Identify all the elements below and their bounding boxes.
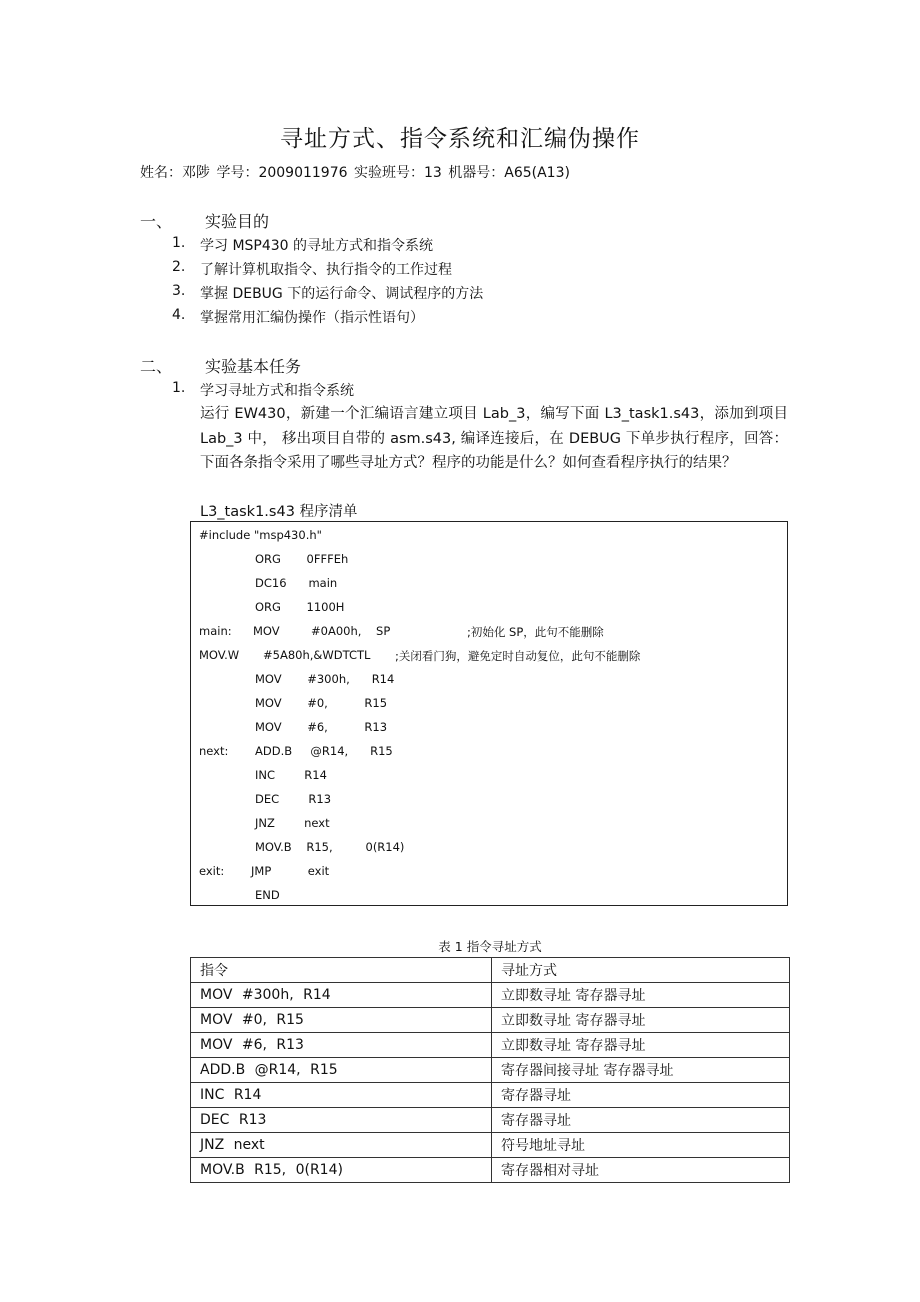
code-line: DEC R13 xyxy=(255,792,332,806)
code-line: JNZ next xyxy=(255,816,330,830)
listing-label: L3_task1.s43 程序清单 xyxy=(200,504,358,520)
list-item xyxy=(0,235,920,255)
table-cell: INC R14 xyxy=(191,1083,492,1108)
table-row xyxy=(191,1058,790,1083)
code-comment: ;初始化 SP，此句不能删除 xyxy=(467,625,604,639)
table-cell: 寄存器间接寻址 寄存器寻址 xyxy=(492,1058,790,1083)
code-line: MOV #0, R15 xyxy=(255,696,388,710)
code-line: ORG 0FFFEh xyxy=(255,552,349,566)
table-caption: 表 1 指令寻址方式 xyxy=(438,939,542,954)
code-line: JMP exit xyxy=(251,864,330,878)
table-cell: 寄存器寻址 xyxy=(492,1083,790,1108)
code-line: MOV xyxy=(253,624,280,638)
student-info: 姓名：邓陟 学号：2009011976 实验班号：13 机器号：A65(A13) xyxy=(140,165,570,181)
code-line: MOV #6, R13 xyxy=(255,720,388,734)
code-line: ORG 1100H xyxy=(255,600,345,614)
table-cell: 寄存器寻址 xyxy=(492,1108,790,1133)
section-2-title: 实验基本任务 xyxy=(205,357,302,376)
list-item-text: 掌握 DEBUG 下的运行命令、调试程序的方法 xyxy=(200,286,484,302)
code-line: END xyxy=(255,888,280,902)
table-header-cell: 指令 xyxy=(191,958,492,983)
table-cell: MOV.B R15, 0(R14) xyxy=(191,1158,492,1183)
table-header-row xyxy=(191,958,790,983)
addressing-mode-table xyxy=(190,957,790,1183)
code-line: MOV.W xyxy=(199,648,240,662)
table-row xyxy=(191,1108,790,1133)
list-item-text: 学习寻址方式和指令系统 xyxy=(200,383,354,399)
code-line: MOV #300h, R14 xyxy=(255,672,395,686)
table-cell: JNZ next xyxy=(191,1133,492,1158)
section-1-title: 实验目的 xyxy=(205,212,270,231)
code-label: main: xyxy=(199,624,232,638)
code-label: exit: xyxy=(199,864,225,878)
list-item-number: 2. xyxy=(172,259,186,275)
section-2-heading xyxy=(0,354,920,376)
table-cell: MOV #6, R13 xyxy=(191,1033,492,1058)
page-title: 寻址方式、指令系统和汇编伪操作 xyxy=(280,126,640,152)
section-2-number: 二、 xyxy=(140,357,173,376)
table-cell: DEC R13 xyxy=(191,1108,492,1133)
list-item xyxy=(0,259,920,279)
table-header-cell: 寻址方式 xyxy=(492,958,790,983)
table-cell: ADD.B @R14, R15 xyxy=(191,1058,492,1083)
table-cell: 立即数寻址 寄存器寻址 xyxy=(492,1008,790,1033)
table-cell: 立即数寻址 寄存器寻址 xyxy=(492,983,790,1008)
section-1-heading xyxy=(0,209,920,231)
table-cell: 符号地址寻址 xyxy=(492,1133,790,1158)
list-item-text: 了解计算机取指令、执行指令的工作过程 xyxy=(200,262,452,278)
table-cell: MOV #300h, R14 xyxy=(191,983,492,1008)
code-line: #5A80h,&WDTCTL xyxy=(263,648,371,662)
table-cell: MOV #0, R15 xyxy=(191,1008,492,1033)
list-item-number: 1. xyxy=(172,235,186,251)
list-item-text: 掌握常用汇编伪操作（指示性语句） xyxy=(200,310,424,326)
code-comment: ;关闭看门狗，避免定时自动复位，此句不能删除 xyxy=(395,649,641,663)
code-listing xyxy=(190,521,788,906)
table-row xyxy=(191,1033,790,1058)
list-item-text: 学习 MSP430 的寻址方式和指令系统 xyxy=(200,238,434,254)
list-item xyxy=(0,307,920,327)
table-row xyxy=(191,1008,790,1033)
table-row xyxy=(191,983,790,1008)
code-line: #0A00h, SP xyxy=(311,624,391,638)
code-line: INC R14 xyxy=(255,768,327,782)
table-row xyxy=(191,1133,790,1158)
list-item-number: 1. xyxy=(172,380,186,396)
list-item-number: 3. xyxy=(172,283,186,299)
table-cell: 寄存器相对寻址 xyxy=(492,1158,790,1183)
list-item xyxy=(0,283,920,303)
table-cell: 立即数寻址 寄存器寻址 xyxy=(492,1033,790,1058)
code-line: #include "msp430.h" xyxy=(199,528,322,542)
code-label: next: xyxy=(199,744,229,758)
list-item-number: 4. xyxy=(172,307,186,323)
code-line: MOV.B R15, 0(R14) xyxy=(255,840,405,854)
task-description: 运行 EW430，新建一个汇编语言建立项目 Lab_3，编写下面 L3_task1.s43，添加到项目 Lab_3 中， 移出项目自带的 asm.s43, 编译连接后，在 DEBUG 下单步执行程序，回答：下面各条指令采用了哪些寻址方式？程序的功能是什么？如何查看程序执行的结果？ xyxy=(200,406,788,471)
table-row xyxy=(191,1158,790,1183)
code-line: DC16 main xyxy=(255,576,338,590)
code-line: ADD.B @R14, R15 xyxy=(255,744,393,758)
section-1-number: 一、 xyxy=(140,212,173,231)
table-row xyxy=(191,1083,790,1108)
list-item xyxy=(0,380,920,400)
